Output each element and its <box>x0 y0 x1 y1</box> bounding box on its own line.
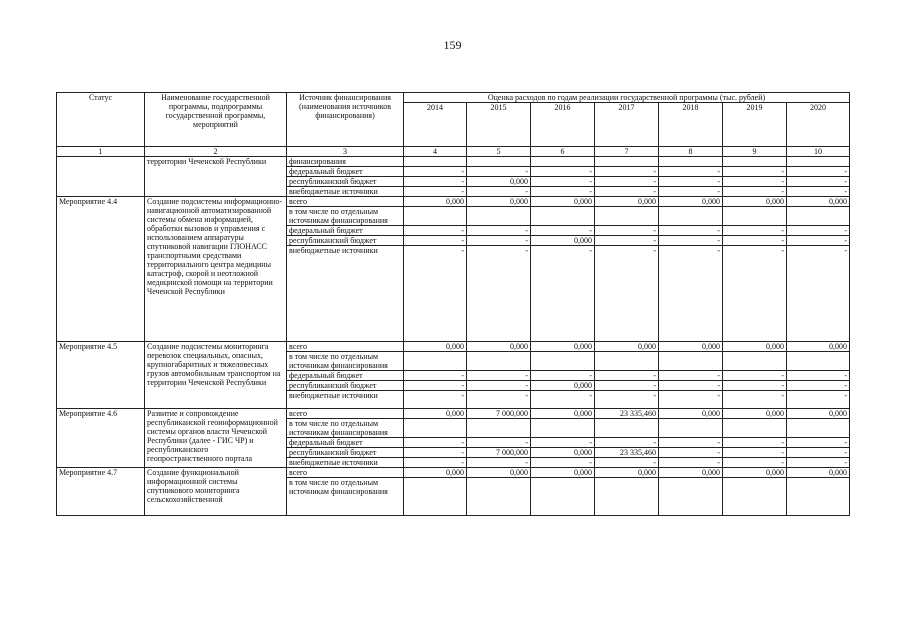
row-value: 0,000 <box>404 342 467 352</box>
row-value <box>659 352 723 371</box>
row-value: 0,000 <box>595 468 659 478</box>
row-source: финансирования <box>287 157 404 167</box>
column-number: 1 <box>57 147 145 157</box>
row-source: федеральный бюджет <box>287 226 404 236</box>
row-value: - <box>787 438 850 448</box>
row-value: - <box>723 458 787 468</box>
row-value: - <box>659 381 723 391</box>
header-year: 2019 <box>723 103 787 147</box>
row-value: - <box>404 177 467 187</box>
budget-table <box>56 92 850 516</box>
row-name: Создание функциональной информационной системы спутникового мониторинга сельскохозяйственной <box>145 468 287 516</box>
row-source: всего <box>287 197 404 207</box>
row-value: - <box>723 391 787 409</box>
row-value <box>467 207 531 226</box>
row-value: - <box>787 236 850 246</box>
row-value: - <box>723 246 787 342</box>
row-value: 0,000 <box>531 236 595 246</box>
row-value: 0,000 <box>595 197 659 207</box>
row-value: 0,000 <box>531 468 595 478</box>
row-value: - <box>531 246 595 342</box>
header-year: 2017 <box>595 103 659 147</box>
row-status: Мероприятие 4.4 <box>57 197 145 342</box>
row-value: - <box>787 167 850 177</box>
row-value: 0,000 <box>467 468 531 478</box>
row-value: 0,000 <box>595 342 659 352</box>
row-value: - <box>404 381 467 391</box>
header-year: 2020 <box>787 103 850 147</box>
row-value: - <box>787 381 850 391</box>
row-value: - <box>723 167 787 177</box>
row-value: 0,000 <box>787 468 850 478</box>
row-source: внебюджетные источники <box>287 458 404 468</box>
row-value <box>404 419 467 438</box>
row-source: республиканский бюджет <box>287 236 404 246</box>
column-number: 10 <box>787 147 850 157</box>
row-value: 7 000,000 <box>467 409 531 419</box>
row-value: - <box>595 236 659 246</box>
row-value: - <box>531 391 595 409</box>
row-value: - <box>595 371 659 381</box>
row-value: - <box>659 236 723 246</box>
row-value: 0,000 <box>659 342 723 352</box>
row-value <box>404 352 467 371</box>
row-value: - <box>659 226 723 236</box>
row-value <box>467 478 531 516</box>
row-value: 0,000 <box>467 197 531 207</box>
row-status: Мероприятие 4.5 <box>57 342 145 409</box>
row-value: - <box>531 167 595 177</box>
row-value <box>595 207 659 226</box>
row-value: - <box>659 391 723 409</box>
row-value <box>659 419 723 438</box>
row-value: - <box>404 236 467 246</box>
column-number: 2 <box>145 147 287 157</box>
row-value: - <box>467 391 531 409</box>
row-value: - <box>531 187 595 197</box>
row-value <box>531 157 595 167</box>
row-source: в том числе по отдельным источникам финансирования <box>287 352 404 371</box>
table-row <box>57 409 850 419</box>
row-status <box>57 157 145 197</box>
row-source: в том числе по отдельным источникам финансирования <box>287 478 404 516</box>
row-value: - <box>787 246 850 342</box>
row-value: 0,000 <box>787 409 850 419</box>
row-source: внебюджетные источники <box>287 187 404 197</box>
row-source: республиканский бюджет <box>287 177 404 187</box>
row-value: 0,000 <box>404 197 467 207</box>
row-value: - <box>467 187 531 197</box>
row-value: - <box>787 226 850 236</box>
row-value: 0,000 <box>531 381 595 391</box>
table-row <box>57 197 850 207</box>
row-value: 0,000 <box>723 409 787 419</box>
row-value: - <box>595 187 659 197</box>
row-value: 23 335,460 <box>595 448 659 458</box>
row-value: 0,000 <box>531 342 595 352</box>
row-source: внебюджетные источники <box>287 246 404 342</box>
row-value: - <box>595 177 659 187</box>
row-value: - <box>787 177 850 187</box>
row-value: - <box>467 458 531 468</box>
row-value: - <box>659 448 723 458</box>
row-value: - <box>467 438 531 448</box>
row-value: 0,000 <box>531 409 595 419</box>
row-value: - <box>595 458 659 468</box>
row-status: Мероприятие 4.7 <box>57 468 145 516</box>
row-value: - <box>467 246 531 342</box>
row-value: - <box>723 226 787 236</box>
row-source: всего <box>287 409 404 419</box>
row-value: 0,000 <box>467 342 531 352</box>
header-estimate: Оценка расходов по годам реализации государственной программы (тыс. рублей) <box>404 93 850 103</box>
row-value <box>404 157 467 167</box>
column-number: 9 <box>723 147 787 157</box>
row-source: федеральный бюджет <box>287 371 404 381</box>
row-value: - <box>659 167 723 177</box>
row-value <box>595 419 659 438</box>
row-value: - <box>787 391 850 409</box>
row-source: внебюджетные источники <box>287 391 404 409</box>
row-value: - <box>531 458 595 468</box>
header-source: Источник финансирования (наименования источников финансирования) <box>287 93 404 147</box>
row-source: федеральный бюджет <box>287 167 404 177</box>
row-value: - <box>723 371 787 381</box>
row-source: всего <box>287 342 404 352</box>
row-value: - <box>404 187 467 197</box>
row-value <box>659 157 723 167</box>
row-name: территории Чеченской Республики <box>145 157 287 197</box>
row-source: всего <box>287 468 404 478</box>
row-value <box>659 207 723 226</box>
row-value <box>531 478 595 516</box>
column-number: 5 <box>467 147 531 157</box>
row-value: - <box>659 458 723 468</box>
row-value <box>723 478 787 516</box>
row-value <box>404 207 467 226</box>
row-source: республиканский бюджет <box>287 448 404 458</box>
row-value: 23 335,460 <box>595 409 659 419</box>
row-value: 0,000 <box>723 468 787 478</box>
row-value: - <box>531 438 595 448</box>
row-value: - <box>723 187 787 197</box>
row-value: - <box>467 167 531 177</box>
row-value <box>787 478 850 516</box>
row-value: 0,000 <box>531 197 595 207</box>
row-value: - <box>595 381 659 391</box>
table-row <box>57 342 850 352</box>
row-value: - <box>467 236 531 246</box>
header-name: Наименование государственной программы, подпрограммы государственной программы, мероприятий <box>145 93 287 147</box>
row-value <box>723 207 787 226</box>
row-value: - <box>404 438 467 448</box>
table-row <box>57 157 850 167</box>
row-value: - <box>404 458 467 468</box>
row-value: - <box>787 187 850 197</box>
row-value <box>531 352 595 371</box>
row-value: - <box>595 246 659 342</box>
row-value <box>467 157 531 167</box>
row-value: - <box>787 458 850 468</box>
row-value: - <box>659 177 723 187</box>
row-value: 0,000 <box>723 342 787 352</box>
row-value: - <box>467 381 531 391</box>
header-status: Статус <box>57 93 145 147</box>
row-value <box>531 419 595 438</box>
row-status: Мероприятие 4.6 <box>57 409 145 468</box>
row-value: 7 000,000 <box>467 448 531 458</box>
row-value: - <box>595 167 659 177</box>
row-value <box>723 352 787 371</box>
row-value: - <box>787 371 850 381</box>
row-value: - <box>659 371 723 381</box>
row-value: - <box>531 226 595 236</box>
header-year: 2015 <box>467 103 531 147</box>
row-value <box>595 478 659 516</box>
row-value: 0,000 <box>787 197 850 207</box>
row-value: - <box>595 391 659 409</box>
row-value <box>404 478 467 516</box>
row-value: 0,000 <box>467 177 531 187</box>
row-value <box>787 207 850 226</box>
row-value: - <box>595 438 659 448</box>
row-value: 0,000 <box>404 468 467 478</box>
row-value: - <box>531 371 595 381</box>
table-body <box>57 157 850 516</box>
row-value: - <box>723 438 787 448</box>
row-source: в том числе по отдельным источникам финансирования <box>287 419 404 438</box>
page-number: 159 <box>443 38 462 52</box>
row-value: - <box>467 371 531 381</box>
row-name: Создание подсистемы мониторинга перевозок специальных, опасных, крупногабаритных и тяжеловесных грузов автомобильным транспортом на территории Чеченской Республики <box>145 342 287 409</box>
row-value <box>723 419 787 438</box>
row-value: - <box>723 448 787 458</box>
row-value <box>659 478 723 516</box>
row-value <box>595 352 659 371</box>
row-value: 0,000 <box>404 409 467 419</box>
row-value: - <box>723 381 787 391</box>
row-value: - <box>787 448 850 458</box>
row-value <box>787 352 850 371</box>
row-value <box>787 157 850 167</box>
row-value: 0,000 <box>723 197 787 207</box>
row-value: - <box>404 371 467 381</box>
row-value <box>723 157 787 167</box>
row-value: - <box>404 391 467 409</box>
row-value: 0,000 <box>659 197 723 207</box>
row-value: - <box>404 226 467 236</box>
header-year: 2016 <box>531 103 595 147</box>
row-value: - <box>659 438 723 448</box>
row-value: - <box>467 226 531 236</box>
row-value: - <box>659 246 723 342</box>
row-value: - <box>659 187 723 197</box>
column-number: 7 <box>595 147 659 157</box>
row-value <box>467 352 531 371</box>
row-value <box>787 419 850 438</box>
row-value: 0,000 <box>531 448 595 458</box>
table-row <box>57 468 850 478</box>
row-value: 0,000 <box>659 409 723 419</box>
row-value: - <box>404 167 467 177</box>
row-value <box>595 157 659 167</box>
header-year: 2018 <box>659 103 723 147</box>
column-number: 8 <box>659 147 723 157</box>
row-value: - <box>404 246 467 342</box>
row-value: 0,000 <box>787 342 850 352</box>
row-value: - <box>723 177 787 187</box>
header-year: 2014 <box>404 103 467 147</box>
column-number: 4 <box>404 147 467 157</box>
row-source: федеральный бюджет <box>287 438 404 448</box>
row-value <box>467 419 531 438</box>
column-number: 3 <box>287 147 404 157</box>
row-source: в том числе по отдельным источникам финансирования <box>287 207 404 226</box>
row-value: - <box>404 448 467 458</box>
row-name: Развитие и сопровождение республиканской геоинформационной системы органов власти Чеченской Республики (далее - ГИС ЧР) и республиканского геопространственного портала <box>145 409 287 468</box>
row-value: - <box>531 177 595 187</box>
column-number: 6 <box>531 147 595 157</box>
row-value: 0,000 <box>659 468 723 478</box>
row-value: - <box>723 236 787 246</box>
row-value <box>531 207 595 226</box>
row-value: - <box>595 226 659 236</box>
row-name: Создание подсистемы информационно-навигационной автоматизированной системы обмена информацией, обработки вызовов и управления с использованием аппаратуры спутниковой навигации ГЛОНАСС транспортными средствами территориального центра медицины катастроф, скорой и неотложной медицинской помощи на территории Чеченской Республики <box>145 197 287 342</box>
row-source: республиканский бюджет <box>287 381 404 391</box>
